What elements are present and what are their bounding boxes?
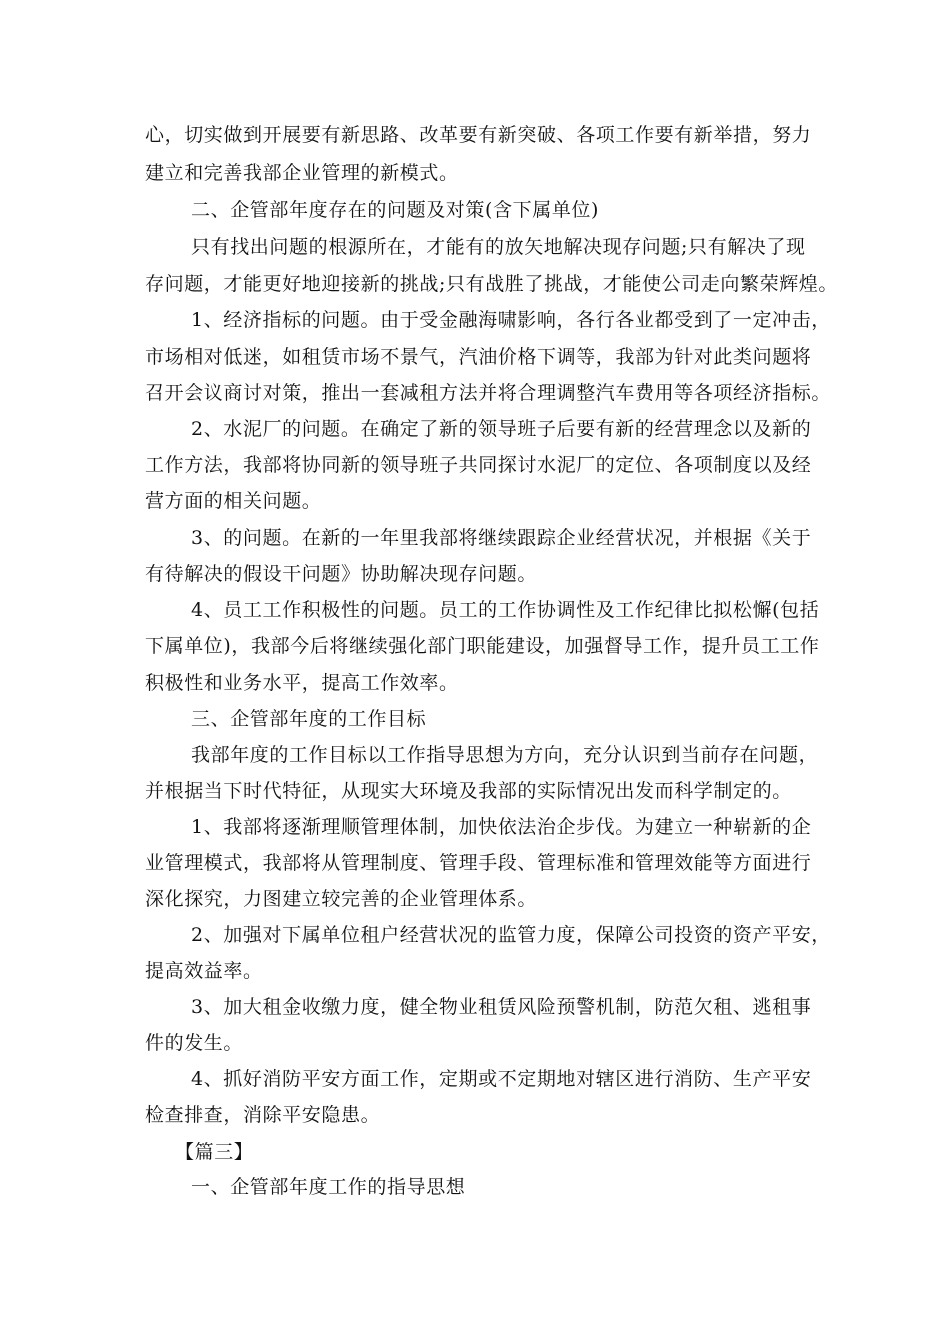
body-text-line: 2、加强对下属单位租户经营状况的监管力度，保障公司投资的资产平安， [191,924,831,946]
body-text-line: 4、员工工作积极性的问题。员工的工作协调性及工作纪律比拟松懈(包括 [191,599,820,621]
body-text-line: 我部年度的工作目标以工作指导思想为方向，充分认识到当前存在问题， [191,744,819,766]
body-text-line: 工作方法，我部将协同新的领导班子共同探讨水泥厂的定位、各项制度以及经 [145,454,812,476]
body-text-line: 件的发生。 [145,1032,244,1054]
body-text-line: 积极性和业务水平，提高工作效率。 [145,672,459,694]
body-text-line: 只有找出问题的根源所在，才能有的放矢地解决现存问题;只有解决了现 [191,236,806,258]
section-heading: 二、企管部年度存在的问题及对策(含下属单位) [191,199,600,221]
body-text-line: 1、我部将逐渐理顺管理体制，加快依法治企步伐。为建立一种崭新的企 [191,816,812,838]
body-text-line: 营方面的相关问题。 [145,490,322,512]
body-text-line: 心，切实做到开展要有新思路、改革要有新突破、各项工作要有新举措，努力 [145,124,812,146]
body-text-line: 业管理模式，我部将从管理制度、管理手段、管理标准和管理效能等方面进行 [145,852,812,874]
body-text-line: 并根据当下时代特征，从现实大环境及我部的实际情况出发而科学制定的。 [145,780,792,802]
chapter-marker: 【篇三】 [175,1141,254,1163]
body-text-line: 提高效益率。 [145,960,263,982]
body-text-line: 有待解决的假设干问题》协助解决现存问题。 [145,563,538,585]
body-text-line: 下属单位)，我部今后将继续强化部门职能建设，加强督导工作，提升员工工作 [145,635,820,657]
section-heading: 一、企管部年度工作的指导思想 [191,1176,466,1198]
body-text-line: 3、加大租金收缴力度，健全物业租赁风险预警机制，防范欠租、逃租事 [191,996,812,1018]
body-text-line: 召开会议商讨对策，推出一套减租方法并将合理调整汽车费用等各项经济指标。 [145,382,832,404]
body-text-line: 深化探究，力图建立较完善的企业管理体系。 [145,888,538,910]
body-text-line: 1、经济指标的问题。由于受金融海啸影响，各行各业都受到了一定冲击， [191,309,831,331]
body-text-line: 3、的问题。在新的一年里我部将继续跟踪企业经营状况，并根据《关于 [191,527,812,549]
body-text-line: 2、水泥厂的问题。在确定了新的领导班子后要有新的经营理念以及新的 [191,418,812,440]
section-heading: 三、企管部年度的工作目标 [191,708,427,730]
body-text-line: 建立和完善我部企业管理的新模式。 [145,162,459,184]
body-text-line: 市场相对低迷，如租赁市场不景气，汽油价格下调等，我部为针对此类问题将 [145,346,812,368]
body-text-line: 检查排查，消除平安隐患。 [145,1104,381,1126]
body-text-line: 4、抓好消防平安方面工作，定期或不定期地对辖区进行消防、生产平安 [191,1068,812,1090]
body-text-line: 存问题，才能更好地迎接新的挑战;只有战胜了挑战，才能使公司走向繁荣辉煌。 [145,273,839,295]
